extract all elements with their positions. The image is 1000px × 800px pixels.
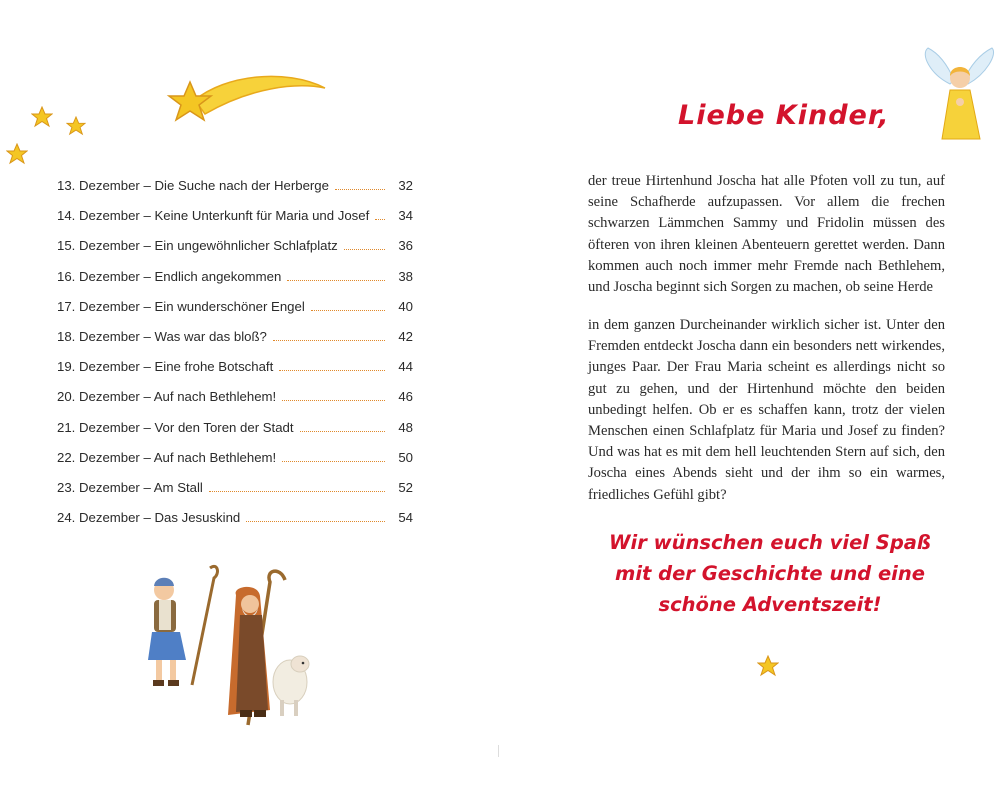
toc-entry: 14. Dezember – Keine Unterkunft für Maria und Josef [57, 208, 370, 224]
closing-line: schöne Adventszeit! [658, 593, 882, 616]
closing-wish [590, 527, 950, 620]
small-star-icon [66, 116, 86, 136]
small-star-icon [31, 106, 53, 128]
toc-entry: 20. Dezember – Auf nach Bethlehem! [57, 389, 277, 405]
toc-row[interactable] [57, 208, 413, 238]
toc-entry: 19. Dezember – Eine frohe Botschaft [57, 359, 274, 375]
toc-row[interactable] [57, 480, 413, 510]
dotted-leader [344, 249, 385, 250]
toc-page-number: 36 [398, 238, 413, 254]
toc-page-number: 38 [398, 268, 413, 284]
dotted-leader [282, 461, 385, 462]
greeting-heading: Liebe Kinder, [678, 100, 890, 131]
toc-entry: 18. Dezember – Was war das bloß? [57, 328, 267, 344]
table-of-contents [57, 178, 413, 540]
angel-illustration [920, 44, 1000, 149]
toc-page-number: 34 [398, 208, 413, 224]
dotted-leader [375, 219, 385, 220]
toc-row[interactable] [57, 389, 413, 419]
toc-row[interactable] [57, 450, 413, 480]
toc-entry: 23. Dezember – Am Stall [57, 479, 203, 495]
dotted-leader [300, 431, 385, 432]
toc-entry: 21. Dezember – Vor den Toren der Stadt [57, 419, 294, 435]
toc-entry: 24. Dezember – Das Jesuskind [57, 510, 241, 526]
toc-page-number: 54 [398, 510, 413, 526]
dotted-leader [279, 370, 385, 371]
lamb-illustration [268, 650, 316, 720]
toc-row[interactable] [57, 238, 413, 268]
dotted-leader [273, 340, 385, 341]
dotted-leader [282, 400, 385, 401]
toc-row[interactable] [57, 178, 413, 208]
shooting-star-icon [165, 70, 330, 132]
small-star-icon [6, 143, 28, 165]
toc-entry: 17. Dezember – Ein wunderschöner Engel [57, 298, 305, 314]
closing-line: mit der Geschichte und eine [615, 562, 925, 585]
toc-row[interactable] [57, 269, 413, 299]
dotted-leader [246, 521, 385, 522]
closing-line: Wir wünschen euch viel Spaß [609, 531, 931, 554]
toc-page-number: 44 [398, 359, 413, 375]
dotted-leader [335, 189, 385, 190]
toc-row[interactable] [57, 329, 413, 359]
dotted-leader [287, 280, 385, 281]
toc-page-number: 46 [398, 389, 413, 405]
toc-page-number: 50 [398, 449, 413, 465]
dotted-leader [311, 310, 385, 311]
toc-row[interactable] [57, 420, 413, 450]
story-paragraph: der treue Hirtenhund Joscha hat alle Pfoten voll zu tun, auf seine Schafherde aufzupassen. Vor allem die frechen schwarzen Lämmchen Sammy und Fridolin müssen des öfteren von ihren kleinen Abenteuern gerettet werden. Dann kommen auch noch immer mehr Fremde nach Bethlehem, und Joscha beginnt sich Sorgen zu machen, ob seine Herde [588, 173, 945, 296]
toc-row[interactable] [57, 299, 413, 329]
toc-page-number: 42 [398, 328, 413, 344]
toc-entry: 22. Dezember – Auf nach Bethlehem! [57, 449, 277, 465]
small-star-icon [757, 655, 779, 677]
page-gutter [498, 745, 499, 757]
story-paragraph: in dem ganzen Durcheinander wirklich sicher ist. Unter den Fremden entdeckt Joscha dann ein besonders nett wirkendes, junges Paar. Der Frau Maria scheint es allerdings nicht so gut zu gehen, und der Hirtenhund möchte den beiden unbedingt helfen. Ob er es schaffen kann, trotz der vielen Menschen einen Schlafplatz für Maria und Josef zu finden? Und was hat es mit dem hell leuchtenden Stern auf sich, den Joscha eines Abends sieht und der ihm so ein warmes, friedliches Gefühl gibt? [588, 317, 945, 503]
toc-page-number: 40 [398, 298, 413, 314]
right-page [500, 0, 1000, 800]
toc-page-number: 52 [398, 479, 413, 495]
toc-row[interactable] [57, 510, 413, 540]
toc-page-number: 48 [398, 419, 413, 435]
toc-entry: 13. Dezember – Die Suche nach der Herberge [57, 178, 329, 193]
toc-page-number: 32 [398, 178, 413, 193]
toc-row[interactable] [57, 359, 413, 389]
toc-entry: 16. Dezember – Endlich angekommen [57, 268, 282, 284]
dotted-leader [209, 491, 385, 492]
toc-entry: 15. Dezember – Ein ungewöhnlicher Schlafplatz [57, 238, 338, 254]
